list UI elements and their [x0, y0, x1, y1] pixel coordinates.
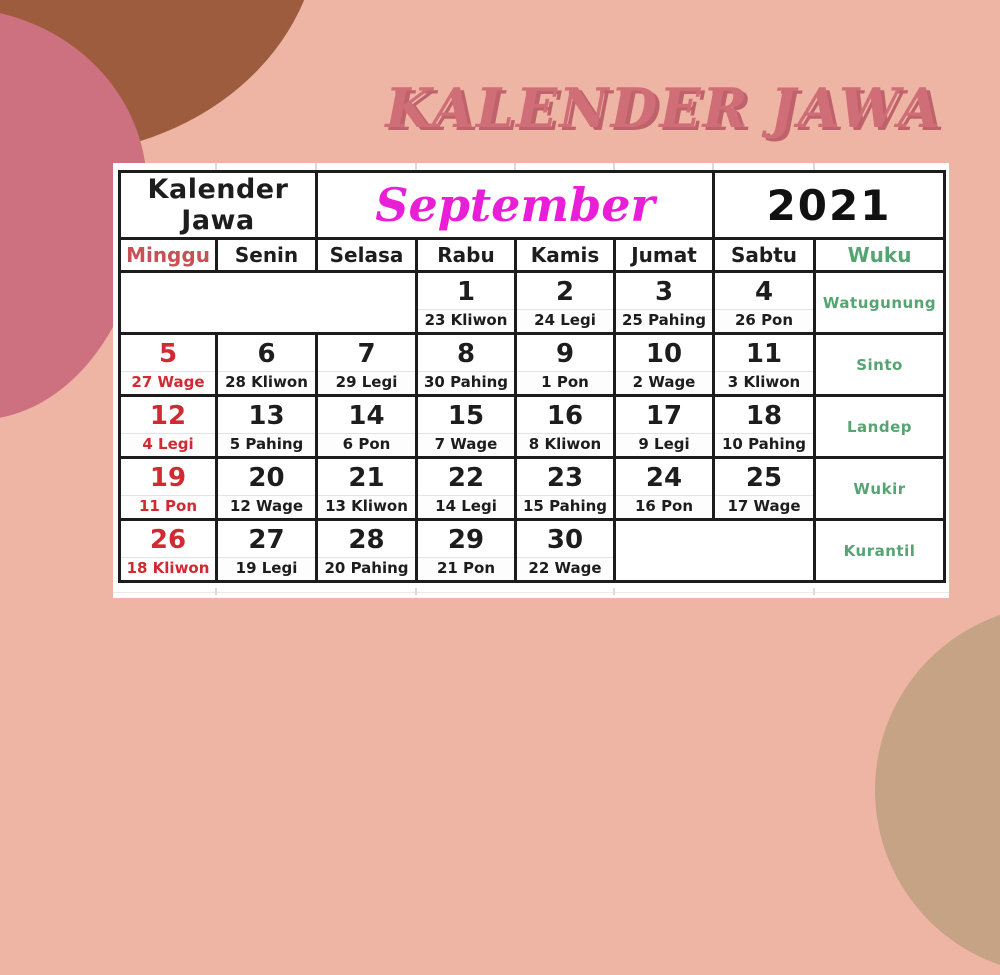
year: 2021 — [714, 172, 945, 239]
day-header-row — [120, 239, 945, 272]
calendar-week-row — [120, 458, 945, 520]
day-header-sabtu: Sabtu — [714, 239, 815, 272]
javanese-date: 17 Wage — [715, 495, 813, 518]
gridline-tick — [514, 163, 516, 170]
javanese-date: 16 Pon — [616, 495, 712, 518]
calendar-week-row — [120, 272, 945, 334]
javanese-date: 1 Pon — [517, 371, 613, 394]
calendar-cell — [317, 334, 417, 396]
date-number: 22 — [447, 463, 485, 493]
date-number: 29 — [447, 525, 485, 555]
day-header-wuku: Wuku — [815, 239, 945, 272]
date-number: 19 — [149, 463, 187, 493]
calendar-cell — [714, 458, 815, 520]
date-number: 1 — [456, 277, 476, 307]
javanese-date: 13 Kliwon — [318, 495, 415, 518]
date-number: 4 — [754, 277, 774, 307]
day-header-jumat: Jumat — [615, 239, 714, 272]
calendar-cell — [217, 458, 317, 520]
javanese-date: 10 Pahing — [715, 433, 813, 456]
date-number: 20 — [248, 463, 285, 493]
wuku-name: Sinto — [815, 334, 945, 396]
javanese-date: 14 Legi — [418, 495, 514, 518]
date-number: 26 — [149, 525, 187, 555]
javanese-date: 11 Pon — [121, 495, 215, 518]
javanese-date: 19 Legi — [218, 557, 315, 580]
calendar-cell — [417, 458, 516, 520]
calendar-name: Kalender Jawa — [120, 172, 317, 239]
date-number: 13 — [248, 401, 285, 431]
gridline-tick — [813, 588, 815, 595]
date-number: 27 — [248, 525, 285, 555]
javanese-date: 22 Wage — [517, 557, 613, 580]
javanese-date: 8 Kliwon — [517, 433, 613, 456]
calendar-cell — [714, 396, 815, 458]
calendar-cell — [217, 334, 317, 396]
calendar-cell — [516, 520, 615, 582]
calendar-cell — [120, 458, 217, 520]
javanese-date: 25 Pahing — [616, 309, 712, 332]
calendar-cell — [615, 458, 714, 520]
javanese-date: 7 Wage — [418, 433, 514, 456]
javanese-date: 15 Pahing — [517, 495, 613, 518]
javanese-date: 21 Pon — [418, 557, 514, 580]
wuku-name: Kurantil — [815, 520, 945, 582]
page-title: KALENDER JAWA — [385, 76, 942, 140]
calendar-cell — [615, 334, 714, 396]
gridline-tick — [613, 163, 615, 170]
javanese-date: 18 Kliwon — [121, 557, 215, 580]
javanese-date: 28 Kliwon — [218, 371, 315, 394]
date-number: 23 — [546, 463, 584, 493]
gridline-tick — [415, 588, 417, 595]
javanese-date: 6 Pon — [318, 433, 415, 456]
day-header-senin: Senin — [217, 239, 317, 272]
date-number: 18 — [745, 401, 783, 431]
date-number: 11 — [745, 339, 783, 369]
calendar-cell — [615, 396, 714, 458]
date-number: 28 — [348, 525, 385, 555]
date-number: 3 — [654, 277, 674, 307]
date-number: 15 — [447, 401, 485, 431]
calendar-cell — [417, 272, 516, 334]
day-header-minggu: Minggu — [120, 239, 217, 272]
decorative-circle-tan — [875, 605, 1000, 975]
javanese-date: 27 Wage — [121, 371, 215, 394]
gridline-tick — [613, 588, 615, 595]
calendar-cell — [516, 458, 615, 520]
javanese-date: 9 Legi — [616, 433, 712, 456]
gridline-tick — [712, 163, 714, 170]
day-header-selasa: Selasa — [317, 239, 417, 272]
empty-cell — [120, 272, 417, 334]
calendar-cell — [516, 334, 615, 396]
calendar-sheet — [113, 163, 949, 598]
calendar-cell — [615, 272, 714, 334]
javanese-date: 4 Legi — [121, 433, 215, 456]
calendar-cell — [120, 334, 217, 396]
date-number: 25 — [745, 463, 783, 493]
date-number: 5 — [158, 339, 178, 369]
calendar-cell — [217, 520, 317, 582]
javanese-date: 29 Legi — [318, 371, 415, 394]
calendar-cell — [317, 396, 417, 458]
date-number: 30 — [546, 525, 584, 555]
javanese-date: 26 Pon — [715, 309, 813, 332]
gridline-tick — [813, 163, 815, 170]
javanese-date: 2 Wage — [616, 371, 712, 394]
calendar-header-row — [120, 172, 945, 239]
javanese-date: 5 Pahing — [218, 433, 315, 456]
date-number: 2 — [555, 277, 575, 307]
month-name: September — [375, 178, 655, 232]
calendar-cell — [217, 396, 317, 458]
javanese-date: 30 Pahing — [418, 371, 514, 394]
date-number: 10 — [645, 339, 683, 369]
date-number: 6 — [257, 339, 276, 369]
date-number: 24 — [645, 463, 683, 493]
calendar-cell — [714, 334, 815, 396]
calendar-week-row — [120, 520, 945, 582]
gridline-tick — [215, 588, 217, 595]
gridline-tick — [415, 163, 417, 170]
month-cell — [317, 172, 714, 239]
javanese-date: 12 Wage — [218, 495, 315, 518]
date-number: 14 — [348, 401, 385, 431]
wuku-name: Watugunung — [815, 272, 945, 334]
calendar-cell — [120, 520, 217, 582]
day-header-rabu: Rabu — [417, 239, 516, 272]
date-number: 8 — [456, 339, 476, 369]
date-number: 12 — [149, 401, 187, 431]
calendar-week-row — [120, 334, 945, 396]
empty-cell — [615, 520, 815, 582]
wuku-name: Landep — [815, 396, 945, 458]
javanese-date: 24 Legi — [517, 309, 613, 332]
calendar-cell — [417, 520, 516, 582]
date-number: 17 — [645, 401, 683, 431]
javanese-date: 23 Kliwon — [418, 309, 514, 332]
javanese-date: 20 Pahing — [318, 557, 415, 580]
calendar-cell — [714, 272, 815, 334]
calendar-cell — [417, 334, 516, 396]
date-number: 9 — [555, 339, 575, 369]
wuku-name: Wukir — [815, 458, 945, 520]
date-number: 16 — [546, 401, 584, 431]
calendar-cell — [120, 396, 217, 458]
date-number: 7 — [357, 339, 376, 369]
calendar-cell — [516, 272, 615, 334]
javanese-date: 3 Kliwon — [715, 371, 813, 394]
calendar-cell — [317, 520, 417, 582]
date-number: 21 — [348, 463, 385, 493]
calendar-cell — [417, 396, 516, 458]
gridline-tick — [315, 163, 317, 170]
gridline-tick — [215, 163, 217, 170]
calendar-table — [118, 170, 946, 583]
day-header-kamis: Kamis — [516, 239, 615, 272]
gridline — [113, 592, 949, 593]
calendar-week-row — [120, 396, 945, 458]
calendar-cell — [516, 396, 615, 458]
calendar-cell — [317, 458, 417, 520]
